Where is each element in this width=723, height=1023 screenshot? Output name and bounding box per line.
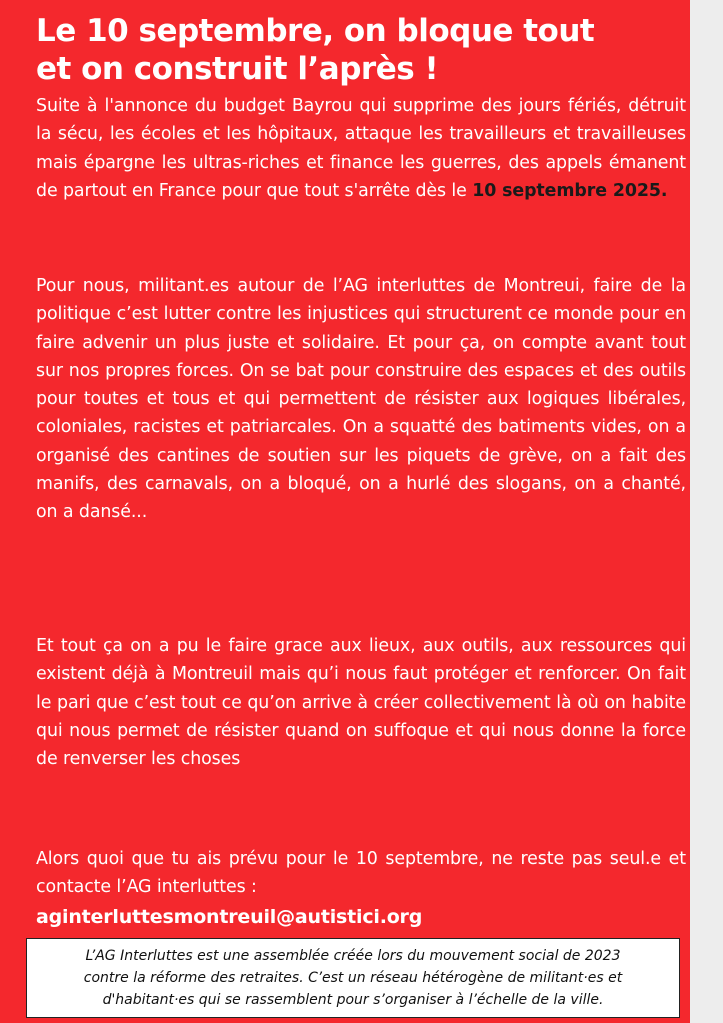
- strike-date: 10 septembre 2025.: [472, 180, 668, 201]
- page-margin: [690, 0, 723, 1023]
- title-line-2: et on construit l’après !: [36, 51, 439, 87]
- contact-email[interactable]: aginterluttesmontreuil@autistici.org: [36, 906, 423, 928]
- info-box: [26, 938, 680, 1018]
- title-line-1: Le 10 septembre, on bloque tout: [36, 13, 595, 49]
- info-note-line-2: contre la réforme des retraites. C’est un réseau hétérogène de militant·es et: [83, 970, 623, 986]
- call-to-action-paragraph: Alors quoi que tu ais prévu pour le 10 septembre, ne reste pas seul.e et contacte l’AG interluttes :: [36, 849, 686, 898]
- info-note-line-1: L’AG Interluttes est une assemblée créée lors du mouvement social de 2023: [85, 948, 621, 964]
- poster-title: [36, 12, 676, 88]
- info-note-line-3: d'habitant·es qui se rassemblent pour s’organiser à l’échelle de la ville.: [102, 992, 604, 1008]
- militants-paragraph: Pour nous, militant.es autour de l’AG interluttes de Montreui, faire de la politique c’est lutter contre les injustices qui structurent ce monde pour en faire advenir un plus juste et solidaire. Et pour ça, on compte avant tout sur nos propres forces. On se bat pour construire des espaces et des outils pour toutes et tous et qui permettent de résister aux logiques libérales, coloniales, racistes et patriarcales. On a squatté des batiments vides, on a organisé des cantines de soutien sur les piquets de grève, on a fait des manifs, des carnavals, on a bloqué, on a hurlé des slogans, on a chanté, on a dansé...: [36, 276, 686, 523]
- intro-text: Suite à l'annonce du budget Bayrou qui supprime des jours fériés, détruit la sécu, les écoles et les hôpitaux, attaque les travailleurs et travailleuses mais épargne les ultras-riches et finance les guerres, des appels émanent de partout en France pour que tout s'arrête dès le: [36, 96, 686, 201]
- intro-paragraph: [36, 92, 686, 205]
- montreuil-paragraph: Et tout ça on a pu le faire grace aux lieux, aux outils, aux ressources qui existent déjà à Montreuil mais qu’i nous faut protéger et renforcer. On fait le pari que c’est tout ce qu’on arrive à créer collectivement là où on habite qui nous permet de résister quand on suffoque et qui nous donne la force de renverser les choses: [36, 636, 686, 770]
- info-note: [74, 945, 632, 1011]
